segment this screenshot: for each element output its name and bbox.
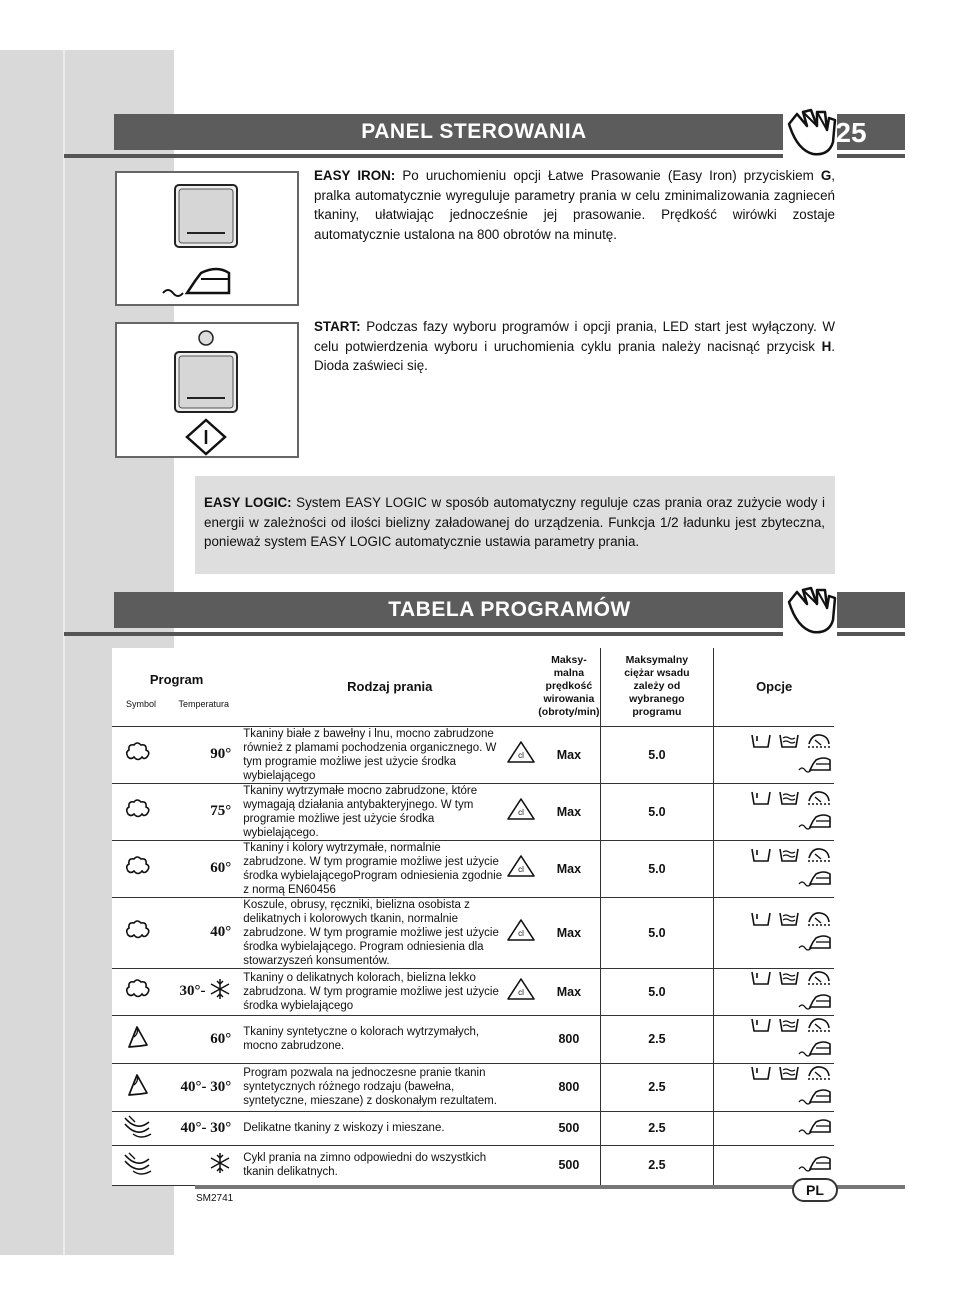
- program-options: [714, 840, 834, 897]
- max-spin-speed: Max: [538, 840, 600, 897]
- bleach-icon: [506, 808, 536, 825]
- table-title-underline: [64, 632, 905, 636]
- bleach-icon: [506, 865, 536, 882]
- program-temperature: 90°: [165, 726, 241, 783]
- program-symbol: [112, 726, 165, 783]
- max-spin-speed: 500: [538, 1145, 600, 1185]
- extra-rinse-icon: [778, 1016, 800, 1039]
- max-load: 2.5: [600, 1015, 714, 1063]
- bleach-icon: [506, 751, 536, 768]
- prewash-icon: [750, 732, 772, 755]
- max-spin-speed: 800: [538, 1015, 600, 1063]
- program-options: [714, 1015, 834, 1063]
- extra-rinse-icon: [778, 846, 800, 869]
- easy-iron-icon: [798, 1117, 832, 1140]
- start-paragraph: START: Podczas fazy wyboru programów i opcji prania, LED start jest wyłączony. W celu potwierdzenia wyboru i uruchomienia cyklu prania należy nacisnąć przycisk H. Dioda zaświeci się.: [314, 319, 835, 373]
- table-row: [112, 1063, 834, 1111]
- header-program: Program Symbol Temperatura: [112, 648, 241, 726]
- program-options: [714, 968, 834, 1015]
- bleach-cell: [503, 1015, 538, 1063]
- max-spin-speed: Max: [538, 726, 600, 783]
- table-row: [112, 1111, 834, 1145]
- bleach-icon: [506, 929, 536, 946]
- table-row: [112, 726, 834, 783]
- easy-logic-paragraph: EASY LOGIC: System EASY LOGIC w sposób automatyczny reguluje czas prania oraz zużycie wody i energii w zależności od ilości bielizny załadowanej do urządzenia. Funkcja 1/2 ładunku jest zbyteczna, ponieważ system EASY LOGIC automatycznie ustawia parametry prania.: [204, 495, 825, 549]
- bleach-icon: [506, 988, 536, 1005]
- program-options: [714, 1111, 834, 1145]
- svg-text:cl: cl: [517, 808, 524, 817]
- header-type: Rodzaj prania: [241, 648, 538, 726]
- easy-logic-box: [195, 476, 835, 574]
- header-speed: Maksy- malna prędkość wirowania (obroty/min): [538, 648, 600, 726]
- bleach-cell: [503, 968, 538, 1015]
- bleach-cell: [503, 897, 538, 968]
- bleach-cell: [503, 1145, 538, 1185]
- easy-iron-icon: [798, 1039, 832, 1062]
- program-description: Koszule, obrusy, ręczniki, bielizna osobista z delikatnych i kolorowych tkanin, normalnie zabrudzone. W tym programie możliwe jest użycie środka wybielającego. Program odniesienia dla stowarzyszeń konsumentów.: [241, 897, 503, 968]
- svg-text:cl: cl: [517, 865, 524, 874]
- table-row: [112, 968, 834, 1015]
- snowflake-icon: [209, 1152, 231, 1179]
- cotton-icon: [124, 864, 152, 881]
- table-row: [112, 1015, 834, 1063]
- max-load: 2.5: [600, 1145, 714, 1185]
- easy-iron-icon: [798, 755, 832, 778]
- program-description: Tkaniny o delikatnych kolorach, bielizna lekko zabrudzona. W tym programie możliwe jest użycie środka wybielającego: [241, 968, 503, 1015]
- stain-icon: [806, 846, 832, 869]
- cotton-icon: [124, 750, 152, 767]
- prewash-icon: [750, 789, 772, 812]
- program-symbol: [112, 1111, 165, 1145]
- prewash-icon: [750, 1016, 772, 1039]
- extra-rinse-icon: [778, 732, 800, 755]
- bleach-cell: [503, 726, 538, 783]
- stain-icon: [806, 969, 832, 992]
- page-number: 25: [835, 117, 867, 148]
- prewash-icon: [750, 846, 772, 869]
- easy-iron-button-illustration: [115, 171, 299, 306]
- delicate-icon: [119, 1127, 157, 1144]
- program-temperature: 75°: [165, 783, 241, 840]
- program-options: [714, 1063, 834, 1111]
- program-description: Tkaniny białe z bawełny i lnu, mocno zabrudzone również z plamami pochodzenia organicznego. W tym programie możliwe jest użycie środka wybielającego: [241, 726, 503, 783]
- prewash-icon: [750, 910, 772, 933]
- header-load: Maksymalny ciężar wsadu zależy od wybranego programu: [600, 648, 714, 726]
- easy-iron-icon: [798, 992, 832, 1015]
- easy-iron-icon: [798, 1087, 832, 1110]
- program-symbol: [112, 897, 165, 968]
- program-description: Tkaniny syntetyczne o kolorach wytrzymałych, mocno zabrudzone.: [241, 1015, 503, 1063]
- program-symbol: [112, 783, 165, 840]
- program-symbol: [112, 1063, 165, 1111]
- table-row: [112, 897, 834, 968]
- snowflake-icon: [209, 978, 231, 1005]
- svg-text:cl: cl: [517, 929, 524, 938]
- easy-iron-paragraph: EASY IRON: Po uruchomieniu opcji Łatwe Prasowanie (Easy Iron) przyciskiem G, pralka automatycznie wyreguluje parametry prania w celu zminimalizowania zagnieceń tkaniny, ułatwiając jednocześnie jej prasowanie. Prędkość wirówki zostaje automatycznie ustalona na 800 obrotów na minutę.: [314, 168, 835, 242]
- program-symbol: [112, 840, 165, 897]
- program-table: [112, 648, 834, 1186]
- max-load: 5.0: [600, 783, 714, 840]
- program-temperature: 40°- 30°: [165, 1111, 241, 1145]
- stain-icon: [806, 1016, 832, 1039]
- program-symbol: [112, 1145, 165, 1185]
- easy-iron-icon: [798, 812, 832, 835]
- program-temperature: 60°: [165, 1015, 241, 1063]
- svg-text:cl: cl: [517, 988, 524, 997]
- stain-icon: [806, 1064, 832, 1087]
- program-description: Tkaniny wytrzymałe mocno zabrudzone, które wymagają działania antybakteryjnego. W tym programie możliwe jest użycie środka wybielającego.: [241, 783, 503, 840]
- max-spin-speed: Max: [538, 783, 600, 840]
- extra-rinse-icon: [778, 910, 800, 933]
- max-spin-speed: 800: [538, 1063, 600, 1111]
- header-options: Opcje: [714, 648, 834, 726]
- program-symbol: [112, 968, 165, 1015]
- panel-title-underline: [64, 154, 905, 158]
- max-spin-speed: Max: [538, 968, 600, 1015]
- table-row: [112, 783, 834, 840]
- max-load: 2.5: [600, 1063, 714, 1111]
- max-load: 5.0: [600, 726, 714, 783]
- max-spin-speed: Max: [538, 897, 600, 968]
- table-row: [112, 1145, 834, 1185]
- synthetic-icon: [126, 1085, 150, 1102]
- table-row: [112, 840, 834, 897]
- stain-icon: [806, 789, 832, 812]
- delicate-icon: [119, 1164, 157, 1181]
- stain-icon: [806, 910, 832, 933]
- bleach-cell: [503, 840, 538, 897]
- sidebar-divider: [63, 50, 65, 1255]
- stain-icon: [806, 732, 832, 755]
- prewash-icon: [750, 969, 772, 992]
- table-title: TABELA PROGRAMÓW: [114, 592, 905, 628]
- program-options: [714, 726, 834, 783]
- hand-icon: [783, 104, 837, 158]
- bleach-cell: [503, 1063, 538, 1111]
- start-button-illustration: [115, 322, 299, 458]
- max-load: 5.0: [600, 840, 714, 897]
- program-temperature: 60°: [165, 840, 241, 897]
- cotton-icon: [124, 987, 152, 1004]
- header-symbol: Symbol: [126, 699, 157, 710]
- program-description: Delikatne tkaniny z wiskozy i mieszane.: [241, 1111, 503, 1145]
- language-badge: PL: [792, 1178, 838, 1202]
- hand-icon: [783, 582, 837, 636]
- bleach-cell: [503, 783, 538, 840]
- synthetic-icon: [126, 1037, 150, 1054]
- header-temperature: Temperatura: [178, 699, 230, 710]
- program-options: [714, 897, 834, 968]
- program-description: Program pozwala na jednoczesne pranie tkanin syntetycznych różnego rodzaju (bawełna, syntetyczne, mieszane) z doskonałym rezultatem.: [241, 1063, 503, 1111]
- program-temperature: 40°: [165, 897, 241, 968]
- prewash-icon: [750, 1064, 772, 1087]
- program-temperature: [165, 1145, 241, 1185]
- table-header-row: [112, 648, 834, 726]
- easy-iron-icon: [798, 1154, 832, 1177]
- max-load: 5.0: [600, 897, 714, 968]
- easy-iron-icon: [798, 933, 832, 956]
- program-description: Cykl prania na zimno odpowiedni do wszystkich tkanin delikatnych.: [241, 1145, 503, 1185]
- program-options: [714, 783, 834, 840]
- extra-rinse-icon: [778, 1064, 800, 1087]
- max-load: 2.5: [600, 1111, 714, 1145]
- program-temperature: 40°- 30°: [165, 1063, 241, 1111]
- footer-code: SM2741: [196, 1193, 234, 1204]
- extra-rinse-icon: [778, 789, 800, 812]
- easy-iron-icon: [798, 869, 832, 892]
- svg-text:cl: cl: [517, 751, 524, 760]
- program-symbol: [112, 1015, 165, 1063]
- panel-title: PANEL STEROWANIA: [114, 114, 834, 150]
- max-load: 5.0: [600, 968, 714, 1015]
- bleach-cell: [503, 1111, 538, 1145]
- program-description: Tkaniny i kolory wytrzymałe, normalnie zabrudzone. W tym programie możliwe jest użycie środka wybielającegoProgram odniesienia zgodnie z normą EN60456: [243, 841, 503, 896]
- cotton-icon: [124, 928, 152, 945]
- extra-rinse-icon: [778, 969, 800, 992]
- program-temperature: 30°-: [165, 968, 241, 1015]
- max-spin-speed: 500: [538, 1111, 600, 1145]
- cotton-icon: [124, 807, 152, 824]
